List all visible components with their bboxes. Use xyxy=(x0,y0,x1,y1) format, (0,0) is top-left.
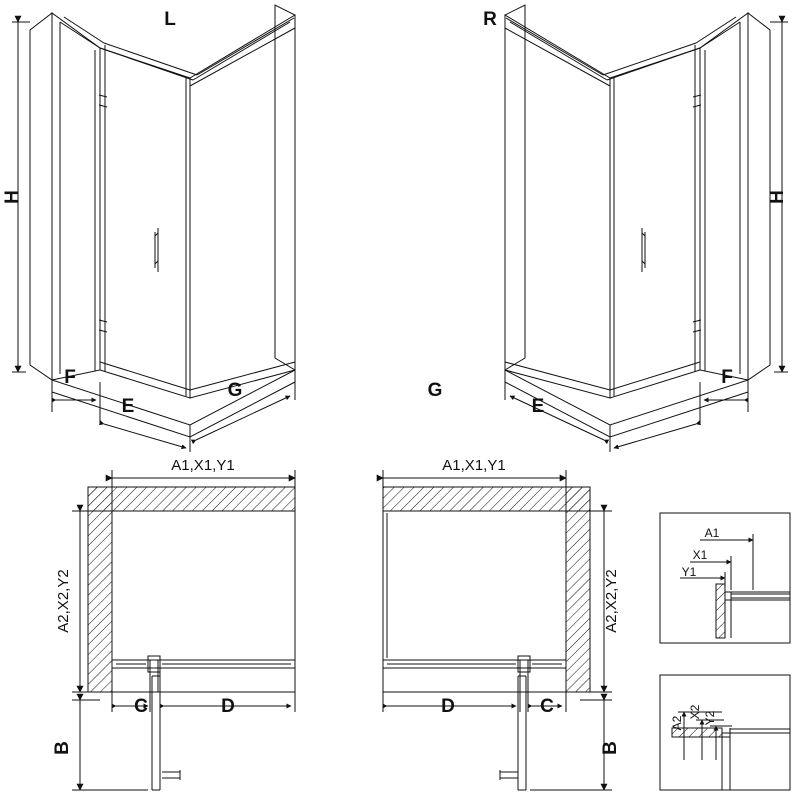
plan-right-label-d: D xyxy=(441,696,455,717)
detail-bottom-label-a2: A2 xyxy=(670,715,684,731)
detail-view-top xyxy=(660,513,790,643)
iso-right-height-label: H xyxy=(767,190,788,204)
detail-bottom-label-y2: Y2 xyxy=(703,710,717,726)
iso-view-left xyxy=(12,5,295,452)
iso-right-title: R xyxy=(483,9,497,30)
detail-top-label-y1: Y1 xyxy=(681,565,697,579)
detail-top-label-x1: X1 xyxy=(692,548,708,562)
iso-left-label-e: E xyxy=(121,396,135,417)
plan-view-left xyxy=(72,470,295,790)
plan-left-side-dim-label: A2,X2,Y2 xyxy=(55,569,72,633)
plan-left-top-dim-label: A1,X1,Y1 xyxy=(171,457,235,474)
iso-left-label-f: F xyxy=(64,367,76,388)
iso-right-label-g: G xyxy=(427,380,443,401)
plan-right-top-dim-label: A1,X1,Y1 xyxy=(442,457,506,474)
detail-view-bottom xyxy=(660,675,790,790)
iso-right-label-e: E xyxy=(531,396,545,417)
iso-left-title: L xyxy=(164,9,176,30)
plan-left-label-d: D xyxy=(221,696,235,717)
iso-left-height-label: H xyxy=(2,190,23,204)
iso-left-label-g: G xyxy=(227,380,243,401)
plan-view-right xyxy=(383,470,612,790)
plan-right-side-dim-label: A2,X2,Y2 xyxy=(603,569,620,633)
plan-right-label-b: B xyxy=(600,741,621,755)
detail-bottom-label-x2: X2 xyxy=(688,704,702,720)
plan-right-label-c: C xyxy=(540,696,554,717)
plan-left-label-c: C xyxy=(134,696,148,717)
detail-top-label-a1: A1 xyxy=(704,526,720,540)
plan-left-label-b: B xyxy=(52,741,73,755)
iso-view-right xyxy=(505,5,788,452)
iso-right-label-f: F xyxy=(721,367,733,388)
